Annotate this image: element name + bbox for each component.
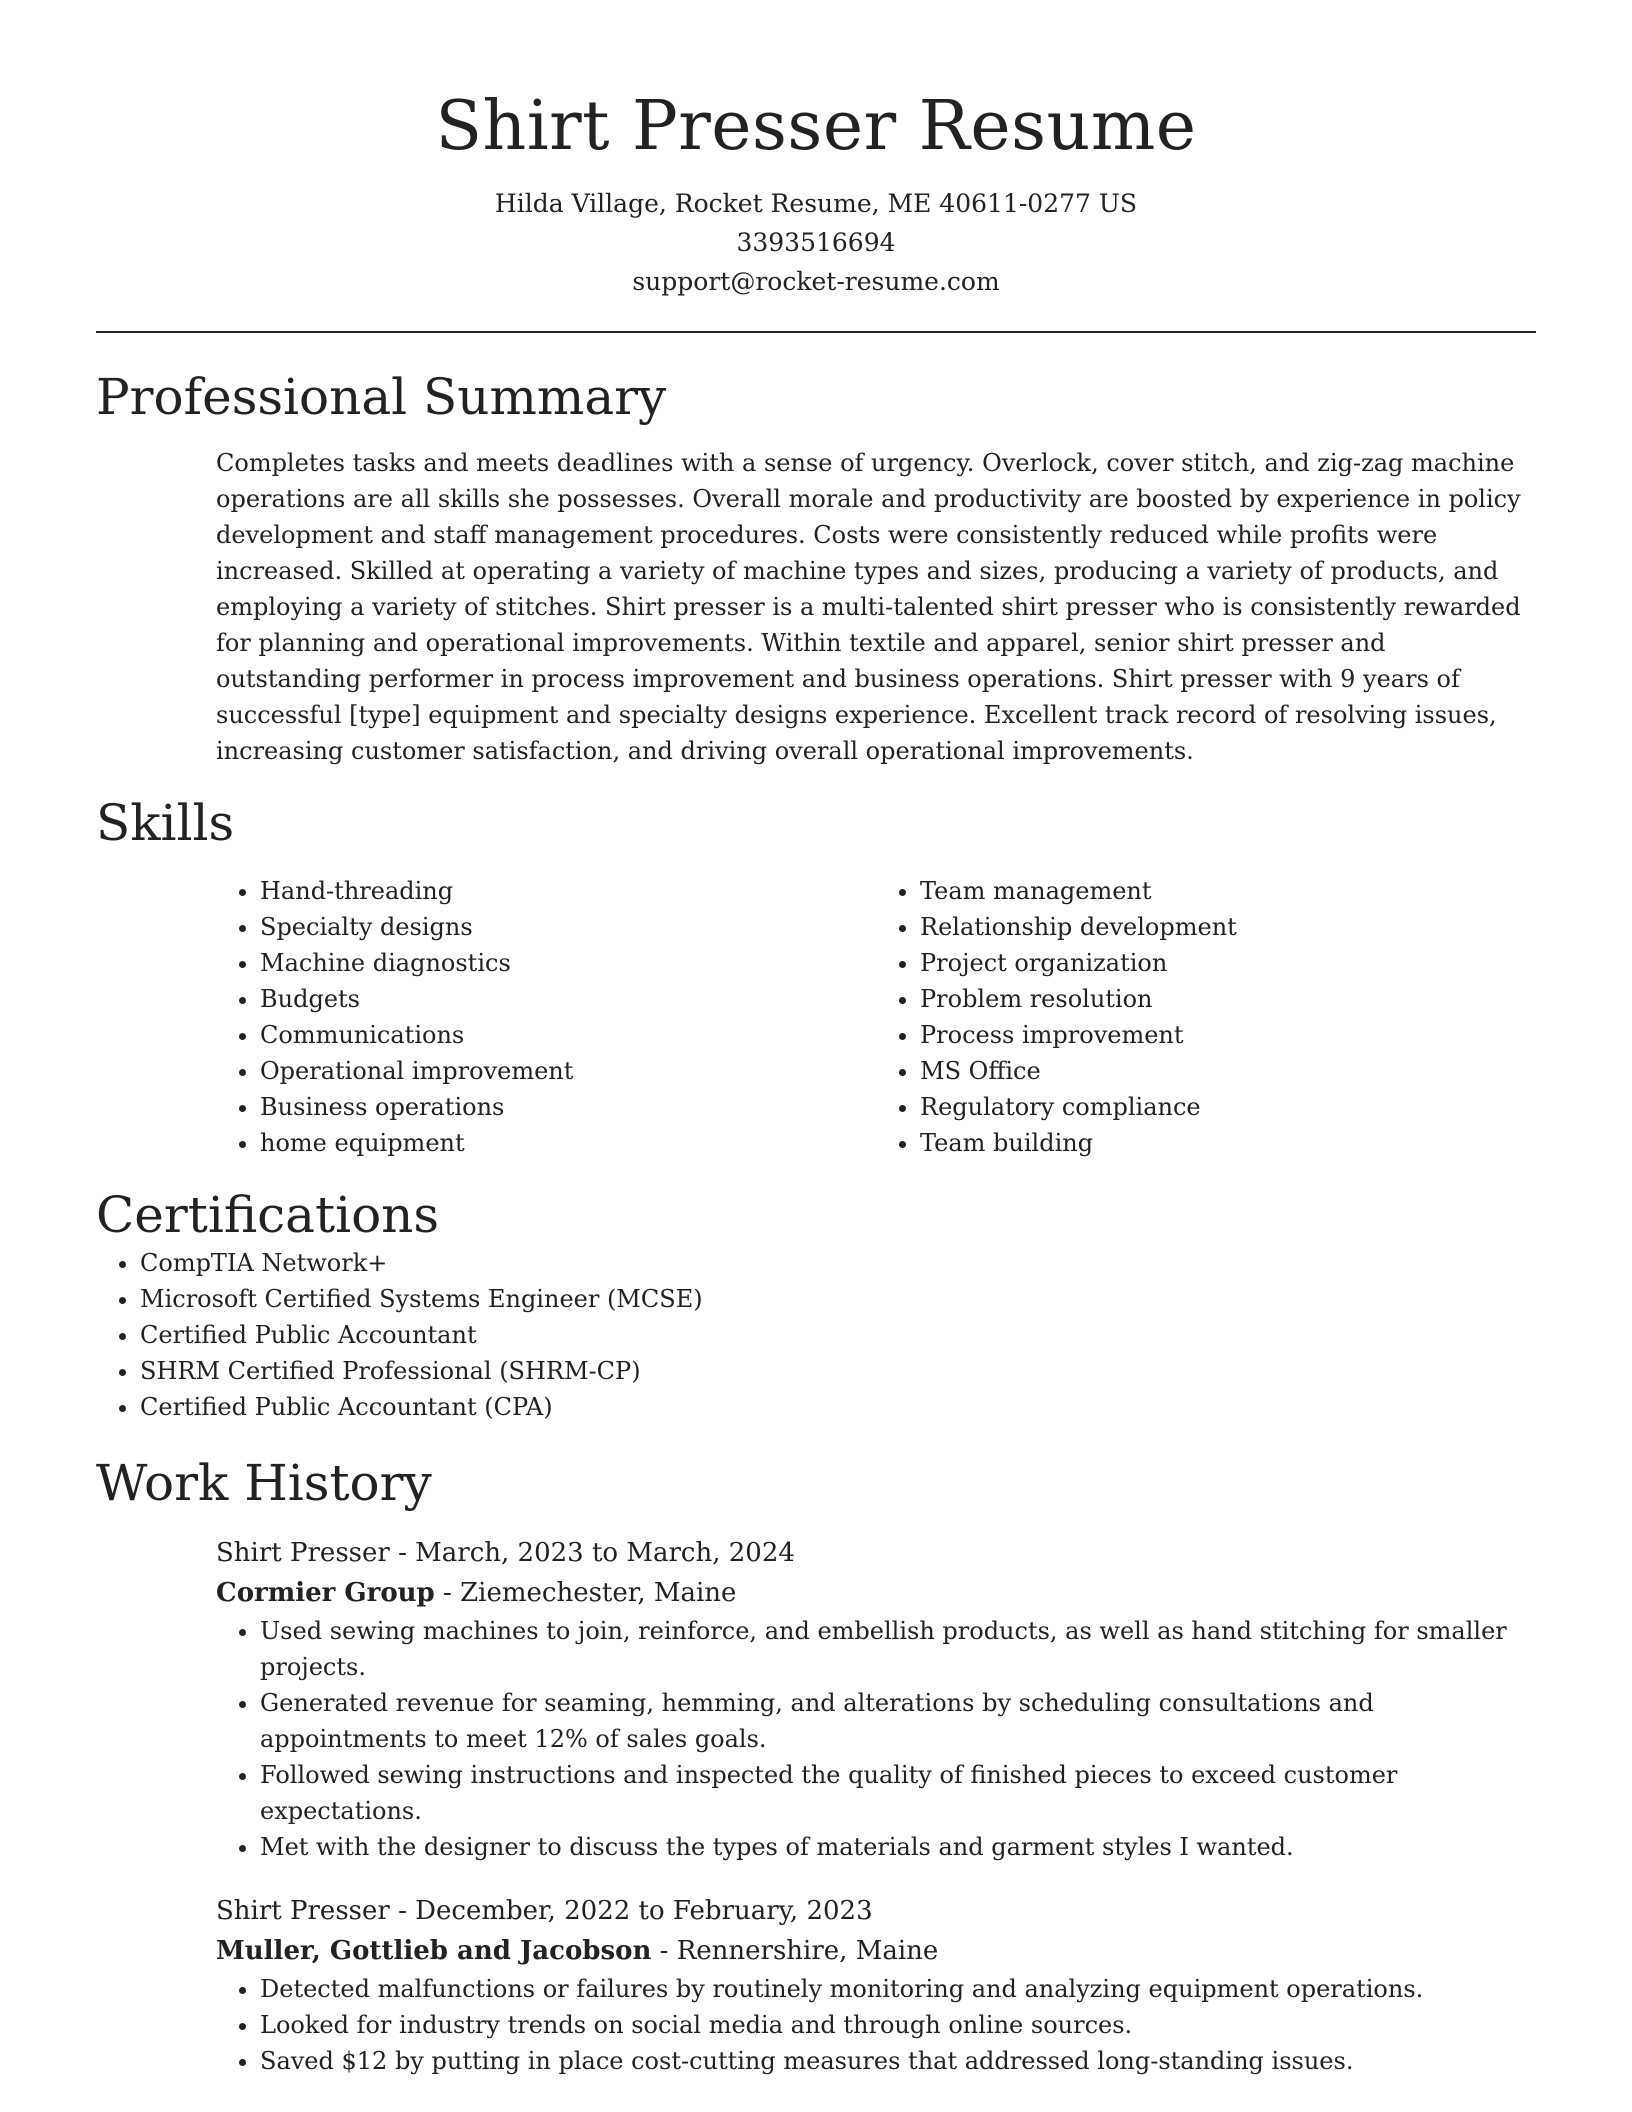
work-history-heading: Work History [96, 1454, 432, 1512]
certification-item: • Certified Public Accountant (CPA) [140, 1389, 1536, 1425]
skills-section [96, 793, 1536, 1161]
certifications-heading: Certifications [96, 1186, 440, 1244]
skills-list-right [876, 873, 1536, 1161]
job-title-line: Shirt Presser - December, 2022 to February, 2023 [216, 1896, 873, 1926]
skill-item: • Regulatory compliance [920, 1089, 1536, 1125]
skill-item: • Budgets [260, 981, 876, 1017]
skill-item: • MS Office [920, 1053, 1536, 1089]
job-duties-list [216, 1971, 1536, 2079]
certifications-list [96, 1245, 1536, 1425]
job-dates: December, 2022 to February, 2023 [415, 1896, 873, 1926]
summary-heading: Professional Summary [96, 368, 667, 426]
job-duty: • Generated revenue for seaming, hemming, and alterations by scheduling consultations and appointments to meet 12% of sales goals. [260, 1685, 1536, 1757]
job-title: Shirt Presser [216, 1538, 390, 1568]
certification-item: • SHRM Certified Professional (SHRM-CP) [140, 1353, 1536, 1389]
job-company-line: Cormier Group - Ziemechester, Maine [216, 1578, 737, 1608]
job-company: Muller, Gottlieb and Jacobson [216, 1936, 652, 1966]
skill-item: • Team building [920, 1125, 1536, 1161]
skill-item: • Specialty designs [260, 909, 876, 945]
skill-item: • Hand-threading [260, 873, 876, 909]
job-company: Cormier Group [216, 1578, 435, 1608]
resume-header [96, 0, 1536, 301]
job-dates: March, 2023 to March, 2024 [415, 1538, 795, 1568]
skill-item: • Machine diagnostics [260, 945, 876, 981]
skill-item: • Relationship development [920, 909, 1536, 945]
skill-item: • Process improvement [920, 1017, 1536, 1053]
job-title: Shirt Presser [216, 1896, 390, 1926]
contact-address: Hilda Village, Rocket Resume, ME 40611-0277 US [494, 189, 1138, 218]
skill-item: • Problem resolution [920, 981, 1536, 1017]
summary-section [96, 367, 1536, 769]
job-duty: • Detected malfunctions or failures by routinely monitoring and analyzing equipment operations. [260, 1971, 1536, 2007]
job-duty: • Used sewing machines to join, reinforce, and embellish products, as well as hand stitching for smaller projects. [260, 1613, 1536, 1685]
skill-item: • Project organization [920, 945, 1536, 981]
work-history-section [96, 1453, 1536, 2079]
job-duty: • Looked for industry trends on social media and through online sources. [260, 2007, 1536, 2043]
skills-heading: Skills [96, 794, 235, 852]
job-location: Rennershire, Maine [676, 1936, 939, 1966]
resume-title: Shirt Presser Resume [435, 87, 1197, 166]
job-duties-list [216, 1613, 1536, 1865]
certification-item: • CompTIA Network+ [140, 1245, 1536, 1281]
skill-item: • Team management [920, 873, 1536, 909]
header-divider [96, 331, 1536, 333]
certifications-section [96, 1185, 1536, 1425]
contact-email: support@rocket-resume.com [632, 267, 1000, 296]
job-duty: • Met with the designer to discuss the types of materials and garment styles I wanted. [260, 1829, 1536, 1865]
skill-item: • Business operations [260, 1089, 876, 1125]
certification-item: • Certified Public Accountant [140, 1317, 1536, 1353]
job-company-line: Muller, Gottlieb and Jacobson - Rennershire, Maine [216, 1936, 939, 1966]
contact-block [96, 184, 1536, 301]
job-duty: • Saved $12 by putting in place cost-cutting measures that addressed long-standing issues. [260, 2043, 1536, 2079]
contact-phone: 3393516694 [736, 228, 896, 257]
skill-item: • Communications [260, 1017, 876, 1053]
summary-text: Completes tasks and meets deadlines with a sense of urgency. Overlock, cover stitch, and zig-zag machine operations are all skills she possesses. Overall morale and productivity are boosted by experience in policy development and staff management procedures. Costs were consistently reduced while profits were increased. Skilled at operating a variety of machine types and sizes, producing a variety of products, and employing a variety of stitches. Shirt presser is a multi-talented shirt presser who is consistently rewarded for planning and operational improvements. Within textile and apparel, senior shirt presser and outstanding performer in process improvement and business operations. Shirt presser with 9 years of successful [type] equipment and specialty designs experience. Excellent track record of resolving issues, increasing customer satisfaction, and driving overall operational improvements. [216, 449, 1521, 765]
job-title-line: Shirt Presser - March, 2023 to March, 2024 [216, 1538, 795, 1568]
job-entry [216, 1891, 1536, 2079]
skills-list-left [216, 873, 876, 1161]
job-entry [216, 1533, 1536, 1865]
job-location: Ziemechester, Maine [460, 1578, 737, 1608]
job-duty: • Followed sewing instructions and inspected the quality of finished pieces to exceed customer expectations. [260, 1757, 1536, 1829]
skills-columns [216, 873, 1536, 1161]
skill-item: • home equipment [260, 1125, 876, 1161]
certification-item: • Microsoft Certified Systems Engineer (MCSE) [140, 1281, 1536, 1317]
skill-item: • Operational improvement [260, 1053, 876, 1089]
